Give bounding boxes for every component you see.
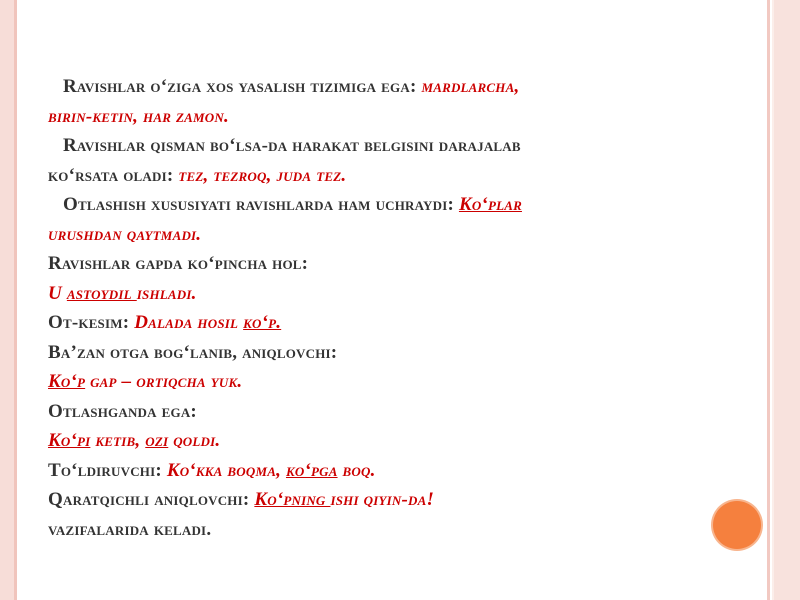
line-2-example: birin-ketin, har zamon. [48, 105, 229, 127]
text-line-10 [48, 338, 728, 368]
right-decor-line [767, 0, 770, 600]
text-line-14 [48, 456, 728, 486]
text-line-2 [48, 102, 728, 132]
text-line-3 [48, 131, 728, 161]
line-9-example-underlined: ko‘p. [243, 312, 282, 333]
slide-body [48, 72, 728, 544]
line-16-text: vazifalarida keladi. [48, 518, 212, 540]
text-line-1 [48, 72, 728, 102]
text-line-13 [48, 426, 728, 456]
line-10-text: Ba’zan otga bog‘lanib, aniqlovchi: [48, 341, 338, 363]
line-13-example-b: ketib, [90, 430, 146, 451]
line-14-example-b: boq. [337, 459, 376, 481]
left-decor-line [14, 0, 17, 600]
text-line-12 [48, 397, 728, 427]
line-9-text: Ot-kesim: [48, 312, 135, 333]
line-1-text: Ravishlar o‘ziga xos yasalish tizimiga ega: [63, 76, 422, 97]
line-5-text: Otlashish xususiyati ravishlarda ham uchraydi: [63, 194, 459, 215]
line-14-example-underlined: ko‘pga [285, 459, 338, 481]
line-11-example-underlined: Ko‘p [48, 371, 86, 392]
line-8-example-underlined: astoydil [66, 282, 137, 304]
text-line-11 [48, 367, 728, 397]
line-9-example-a: Dalada hosil [134, 312, 244, 333]
text-line-4 [48, 161, 728, 191]
left-decor-bar [0, 0, 14, 600]
text-line-9 [48, 308, 728, 338]
text-line-5 [48, 190, 728, 220]
line-14-example-a: Ko‘kka boqma, [166, 459, 286, 481]
text-line-16 [48, 515, 728, 545]
text-line-8 [48, 279, 728, 309]
line-13-example-underlined: Ko‘pi [48, 430, 91, 451]
right-decor-bar [774, 0, 800, 600]
line-4-text: ko‘rsata oladi: [48, 164, 179, 186]
line-12-text: Otlashganda ega: [48, 400, 197, 422]
line-1-example: mardlarcha, [421, 76, 520, 97]
text-line-6 [48, 220, 728, 250]
line-3-text: Ravishlar qisman bo‘lsa-da harakat belgisini darajalab [63, 135, 521, 156]
line-4-example: tez, tezroq, juda tez. [178, 164, 347, 186]
line-15-example-underlined: Ko‘pning [254, 489, 331, 510]
text-line-7 [48, 249, 728, 279]
line-15-text: Qaratqichli aniqlovchi: [48, 489, 255, 510]
text-line-15 [48, 485, 728, 515]
line-8-example-a: U [48, 282, 67, 304]
line-5-example-underlined: Ko‘plar [458, 194, 522, 215]
line-15-example-b: ishi qiyin-da! [330, 489, 435, 510]
orange-circle-decoration [713, 501, 761, 549]
line-13-example-c: qoldi. [168, 430, 221, 451]
line-13-example-underlined-2: ozi [145, 430, 169, 451]
line-7-text: Ravishlar gapda ko‘pincha hol: [48, 253, 309, 274]
line-8-example-b: ishladi. [136, 282, 197, 304]
line-14-text: To‘ldiruvchi: [48, 459, 167, 481]
line-6-example: urushdan qaytmadi. [48, 223, 202, 245]
line-11-example-b: gap – ortiqcha yuk. [85, 371, 243, 392]
